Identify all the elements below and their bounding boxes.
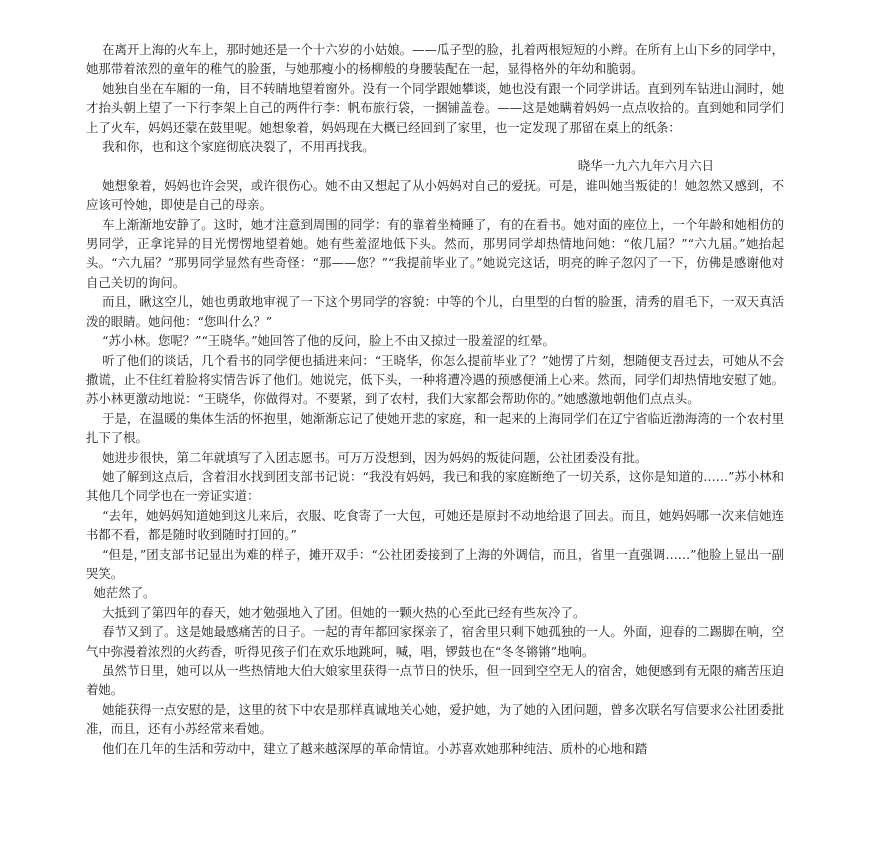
paragraph-12: “去年，她妈妈知道她到这儿来后，衣服、吃食寄了一大包，可她还是原封不动地给退了回去。而且，她妈妈哪一次来信她连书都不看，都是随时收到随时打回的。” <box>86 507 784 543</box>
paragraph-1: 在离开上海的火车上，那时她还是一个十六岁的小姑娘。——瓜子型的脸，扎着两根短短的小辫。在所有上山下乡的同学中，她那带着浓烈的童年的稚气的脸蛋，与她那瘦小的杨柳般的身腰装配在一起，显得格外的年幼和脆弱。 <box>86 42 784 77</box>
paragraph-16: 春节又到了。这是她最感痛苦的日子。一起的青年都回家探亲了，宿舍里只剩下她孤独的一人。外面，迎春的二踢脚在响，空气中弥漫着浓烈的火药香，听得见孩子们在欢乐地跳呵，喊，唱，锣鼓也在“冬冬锵锵”地响。 <box>86 624 784 659</box>
paragraph-18: 她能获得一点安慰的是，这里的贫下中农是那样真诚地关心她，爱护她，为了她的入团问题，曾多次联名写信要求公社团委批准，而且，还有小苏经常来看她。 <box>86 701 784 737</box>
paragraph-9: 于是，在温暖的集体生活的怀抱里，她渐渐忘记了使她开悲的家庭，和一起来的上海同学们在辽宁省临近渤海湾的一个农村里扎下了根。 <box>86 410 784 446</box>
paragraph-3-note: 我和你，也和这个家庭彻底决裂了，不用再找我。 <box>102 139 375 155</box>
paragraph-10: 她进步很快，第二年就填写了入团志愿书。可万万没想到，因为妈妈的叛徒问题，公社团委没有批。 <box>102 449 648 465</box>
paragraph-15: 大抵到了第四年的春天，她才勉强地入了团。但她的一颗火热的心至此已经有些灰冷了。 <box>102 604 586 620</box>
paragraph-7: “苏小林。您呢？”“王晓华。”她回答了他的反问，脸上不由又掠过一股羞涩的红晕。 <box>102 333 555 349</box>
paragraph-17: 虽然节日里，她可以从一些热情地大伯大娘家里获得一点节日的快乐，但一回到空空无人的宿舍，她便感到有无限的痛苦压迫着她。 <box>86 663 784 698</box>
paragraph-2: 她独自坐在车厢的一角，目不转睛地望着窗外。没有一个同学跟她攀谈，她也没有跟一个同学讲话。直到列车钻进山洞时，她才抬头朝上望了一下行李架上自己的两件行李：帆布旅行袋，一捆铺盖卷。——这是她瞒着妈妈一点点收拾的。直到她和同学们上了火车，妈妈还蒙在鼓里呢。她想象着，妈妈现在大概已经回到了家里，也一定发现了那留在桌上的纸条： <box>86 80 784 135</box>
paragraph-11: 她了解到这点后，含着泪水找到团支部书记说：“我没有妈妈，我已和我的家庭断绝了一切关系，这你是知道的……”苏小林和其他几个同学也在一旁证实道： <box>86 468 784 504</box>
paragraph-4: 她想象着，妈妈也许会哭，或许很伤心。她不由又想起了从小妈妈对自己的爱抚。可是，谁叫她当叛徒的！她忽然又感到，不应该可怜她，即使是自己的母亲。 <box>86 177 784 213</box>
note-signature: 晓华一九六九年六月六日 <box>577 158 714 174</box>
paragraph-19: 他们在几年的生活和劳动中，建立了越来越深厚的革命情谊。小苏喜欢她那种纯洁、质朴的心地和踏 <box>102 740 648 756</box>
paragraph-5: 车上渐渐地安静了。这时，她才注意到周围的同学：有的靠着坐椅睡了，有的在看书。她对面的座位上，一个年龄和她相仿的男同学，正拿诧异的目光愣愣地望着她。她有些羞涩地低下头。然而，那男同学却热情地问她：“侬几届？”“六九届。”她抬起头。“六九届？”那男同学显然有些奇怪：“那——您？”“我提前毕业了。”她说完这话，明亮的眸子忽闪了一下，仿佛是感谢他对自己关切的询问。 <box>86 216 784 290</box>
paragraph-6: 而且，瞅这空儿，她也勇敢地审视了一下这个男同学的容貌：中等的个儿，白里型的白皙的脸蛋，清秀的眉毛下，一双天真活泼的眼睛。她问他：“您叫什么？” <box>86 294 784 329</box>
paragraph-14: 她茫然了。 <box>93 585 156 601</box>
paragraph-13: “但是，”团支部书记显出为难的样子，摊开双手：“公社团委接到了上海的外调信，而且，省里一直强调……”他脸上显出一副哭笑。 <box>86 546 784 581</box>
paragraph-8: 听了他们的谈话，几个看书的同学便也插进来问：“王晓华，你怎么提前毕业了？”她愣了片刻，想随便支吾过去，可她从不会撒谎，止不住红着脸将实情告诉了他们。她说完，低下头，一种将遭冷遇的预感便涌上心来。然而，同学们却热情地安慰了她。苏小林更激动地说：“王晓华，你做得对。不要紧，到了农村，我们大家都会帮助你的。”她感激地朝他们点点头。 <box>86 352 784 407</box>
